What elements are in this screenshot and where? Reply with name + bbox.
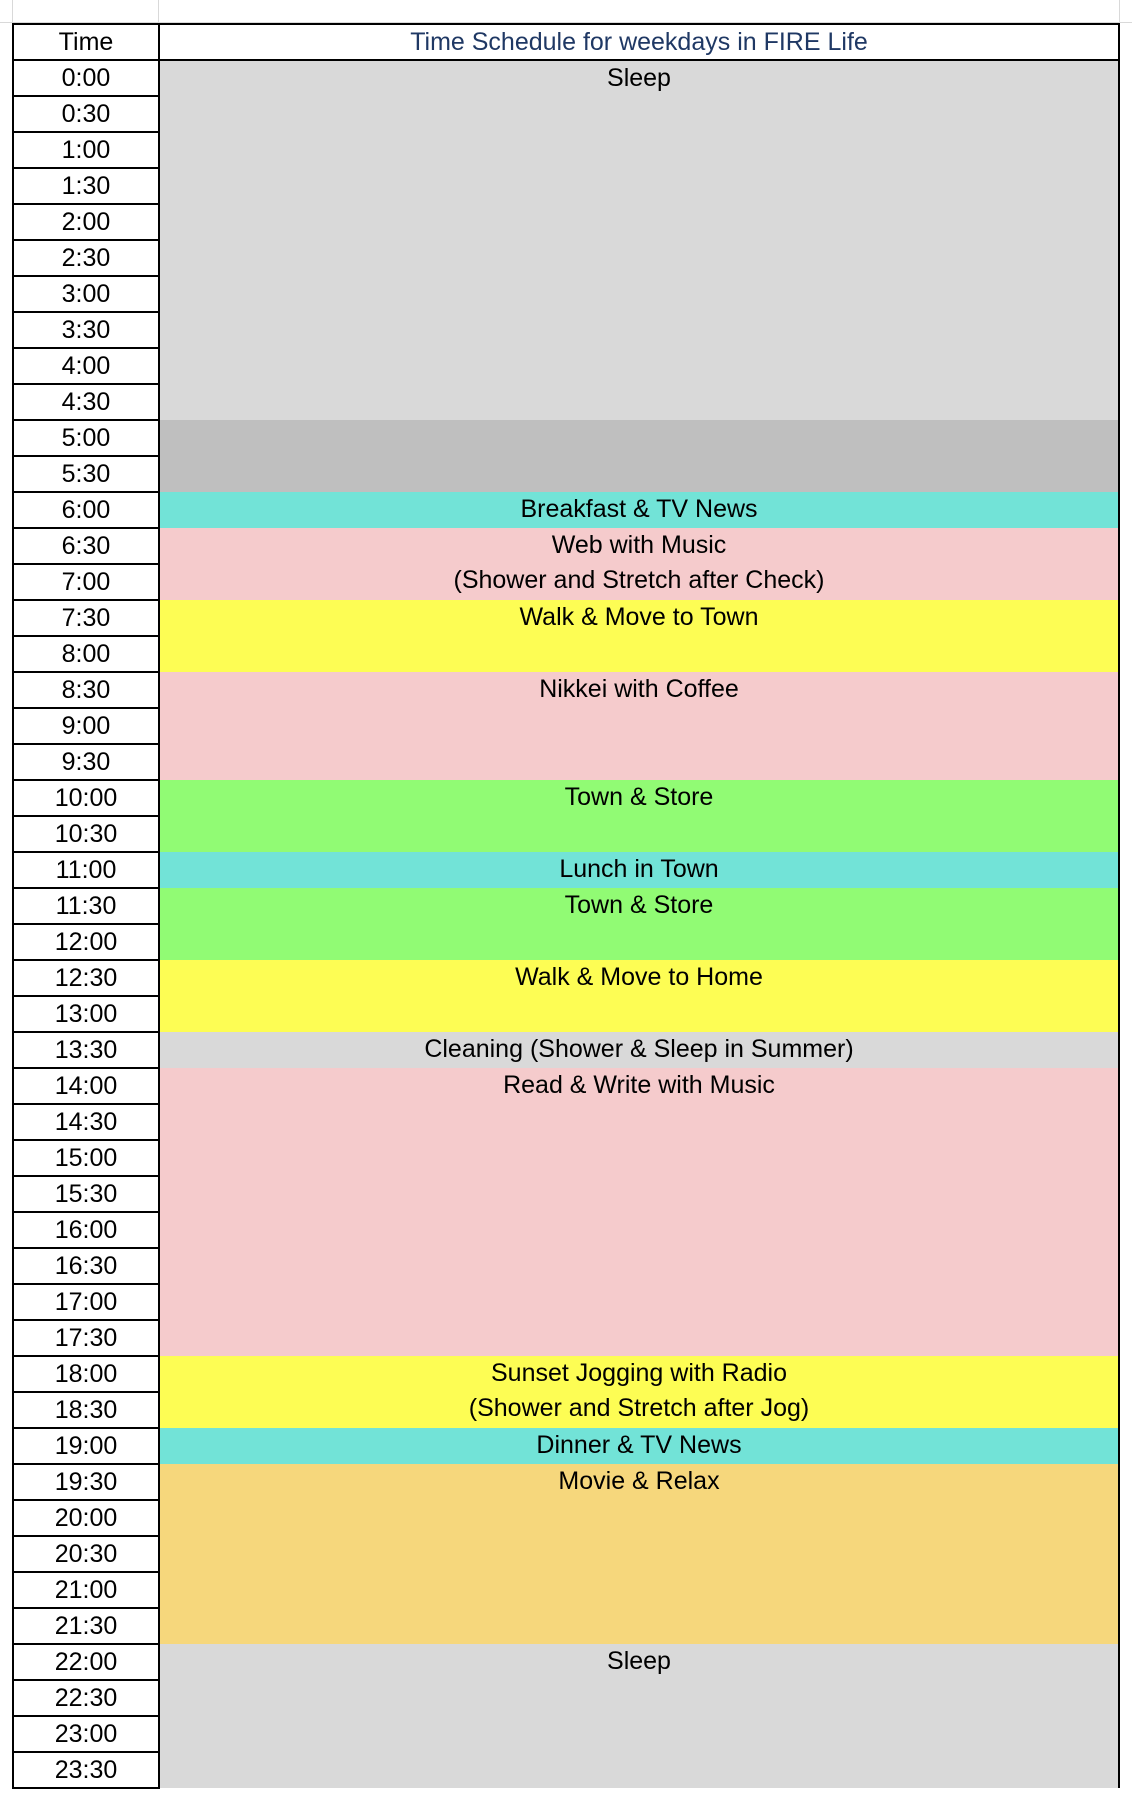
time-cell[interactable]: 20:00 (13, 1500, 159, 1536)
activity-cell[interactable] (159, 420, 1119, 492)
time-cell[interactable]: 0:30 (13, 96, 159, 132)
time-cell[interactable]: 5:30 (13, 456, 159, 492)
activity-cell[interactable] (159, 1356, 1119, 1428)
time-cell[interactable]: 11:30 (13, 888, 159, 924)
time-cell[interactable]: 4:00 (13, 348, 159, 384)
table-row (13, 888, 1119, 924)
table-row (13, 960, 1119, 996)
time-cell[interactable]: 21:00 (13, 1572, 159, 1608)
time-cell[interactable]: 7:00 (13, 564, 159, 600)
activity-label: (Shower and Stretch after Jog) (468, 1393, 810, 1422)
table-row (13, 1032, 1119, 1068)
activity-cell[interactable] (159, 888, 1119, 960)
time-cell[interactable]: 21:30 (13, 1608, 159, 1644)
table-row (13, 600, 1119, 636)
header-row (13, 24, 1119, 60)
table-row (13, 1428, 1119, 1464)
table-row (13, 1356, 1119, 1392)
schedule-table (12, 23, 1120, 1789)
time-cell[interactable]: 19:00 (13, 1428, 159, 1464)
time-cell[interactable]: 9:00 (13, 708, 159, 744)
activity-label: Walk & Move to Town (519, 603, 759, 631)
time-cell[interactable]: 18:30 (13, 1392, 159, 1428)
table-row (13, 528, 1119, 564)
activity-label: Nikkei with Coffee (539, 675, 739, 703)
activity-label: Town & Store (564, 783, 714, 811)
time-cell[interactable]: 6:00 (13, 492, 159, 528)
time-cell[interactable]: 15:00 (13, 1140, 159, 1176)
time-cell[interactable]: 13:30 (13, 1032, 159, 1068)
time-cell[interactable]: 2:30 (13, 240, 159, 276)
grid-line (12, 0, 13, 23)
time-cell[interactable]: 8:30 (13, 672, 159, 708)
activity-label: Sunset Jogging with Radio (490, 1359, 788, 1387)
time-cell[interactable]: 9:30 (13, 744, 159, 780)
activity-label: Town & Store (564, 891, 714, 919)
activity-cell[interactable] (159, 1644, 1119, 1788)
activity-label: Read & Write with Music (503, 1071, 775, 1099)
table-row (13, 780, 1119, 816)
time-cell[interactable]: 19:30 (13, 1464, 159, 1500)
table-row (13, 852, 1119, 888)
time-cell[interactable]: 15:30 (13, 1176, 159, 1212)
spreadsheet-top-row (0, 0, 1132, 23)
activity-cell[interactable] (159, 492, 1119, 528)
table-row (13, 492, 1119, 528)
activity-cell[interactable] (159, 1032, 1119, 1068)
time-cell[interactable]: 22:00 (13, 1644, 159, 1680)
activity-cell[interactable] (159, 852, 1119, 888)
time-cell[interactable]: 3:30 (13, 312, 159, 348)
time-column-header[interactable]: Time (13, 24, 159, 60)
time-cell[interactable]: 14:30 (13, 1104, 159, 1140)
time-cell[interactable]: 1:30 (13, 168, 159, 204)
time-cell[interactable]: 2:00 (13, 204, 159, 240)
time-cell[interactable]: 16:30 (13, 1248, 159, 1284)
activity-label: (Shower and Stretch after Check) (453, 565, 825, 594)
activity-cell[interactable] (159, 960, 1119, 1032)
table-row (13, 60, 1119, 96)
time-cell[interactable]: 14:00 (13, 1068, 159, 1104)
time-cell[interactable]: 5:00 (13, 420, 159, 456)
time-cell[interactable]: 17:00 (13, 1284, 159, 1320)
activity-cell[interactable] (159, 600, 1119, 672)
activity-label: Movie & Relax (558, 1467, 720, 1495)
activity-label: Walk & Move to Home (515, 963, 763, 991)
time-cell[interactable]: 16:00 (13, 1212, 159, 1248)
time-cell[interactable]: 10:30 (13, 816, 159, 852)
time-cell[interactable]: 0:00 (13, 60, 159, 96)
activity-cell[interactable] (159, 1068, 1119, 1356)
activity-cell[interactable] (159, 60, 1119, 420)
time-cell[interactable]: 18:00 (13, 1356, 159, 1392)
schedule-title[interactable]: Time Schedule for weekdays in FIRE Life (159, 24, 1119, 60)
time-cell[interactable]: 1:00 (13, 132, 159, 168)
time-cell[interactable]: 12:30 (13, 960, 159, 996)
table-row (13, 1068, 1119, 1104)
activity-label: Sleep (607, 1647, 671, 1675)
time-cell[interactable]: 12:00 (13, 924, 159, 960)
time-cell[interactable]: 10:00 (13, 780, 159, 816)
grid-line (1119, 0, 1120, 23)
time-cell[interactable]: 8:00 (13, 636, 159, 672)
activity-label: Cleaning (Shower & Sleep in Summer) (424, 1035, 854, 1063)
activity-label: Dinner & TV News (536, 1431, 742, 1459)
time-cell[interactable]: 20:30 (13, 1536, 159, 1572)
activity-cell[interactable] (159, 1428, 1119, 1464)
table-row (13, 420, 1119, 456)
grid-line (158, 0, 159, 23)
table-row (13, 1644, 1119, 1680)
time-cell[interactable]: 4:30 (13, 384, 159, 420)
time-cell[interactable]: 22:30 (13, 1680, 159, 1716)
time-cell[interactable]: 11:00 (13, 852, 159, 888)
time-cell[interactable]: 23:30 (13, 1752, 159, 1788)
activity-label: Web with Music (551, 531, 727, 559)
time-cell[interactable]: 6:30 (13, 528, 159, 564)
activity-label: Lunch in Town (559, 855, 719, 883)
time-cell[interactable]: 7:30 (13, 600, 159, 636)
schedule-sheet (12, 23, 1120, 1789)
activity-cell[interactable] (159, 672, 1119, 780)
activity-label: Breakfast & TV News (520, 495, 758, 523)
activity-cell[interactable] (159, 1464, 1119, 1644)
activity-cell[interactable] (159, 528, 1119, 600)
time-cell[interactable]: 23:00 (13, 1716, 159, 1752)
table-row (13, 1464, 1119, 1500)
table-row (13, 672, 1119, 708)
time-cell[interactable]: 13:00 (13, 996, 159, 1032)
time-cell[interactable]: 3:00 (13, 276, 159, 312)
activity-cell[interactable] (159, 780, 1119, 852)
time-cell[interactable]: 17:30 (13, 1320, 159, 1356)
activity-label: Sleep (607, 64, 671, 92)
